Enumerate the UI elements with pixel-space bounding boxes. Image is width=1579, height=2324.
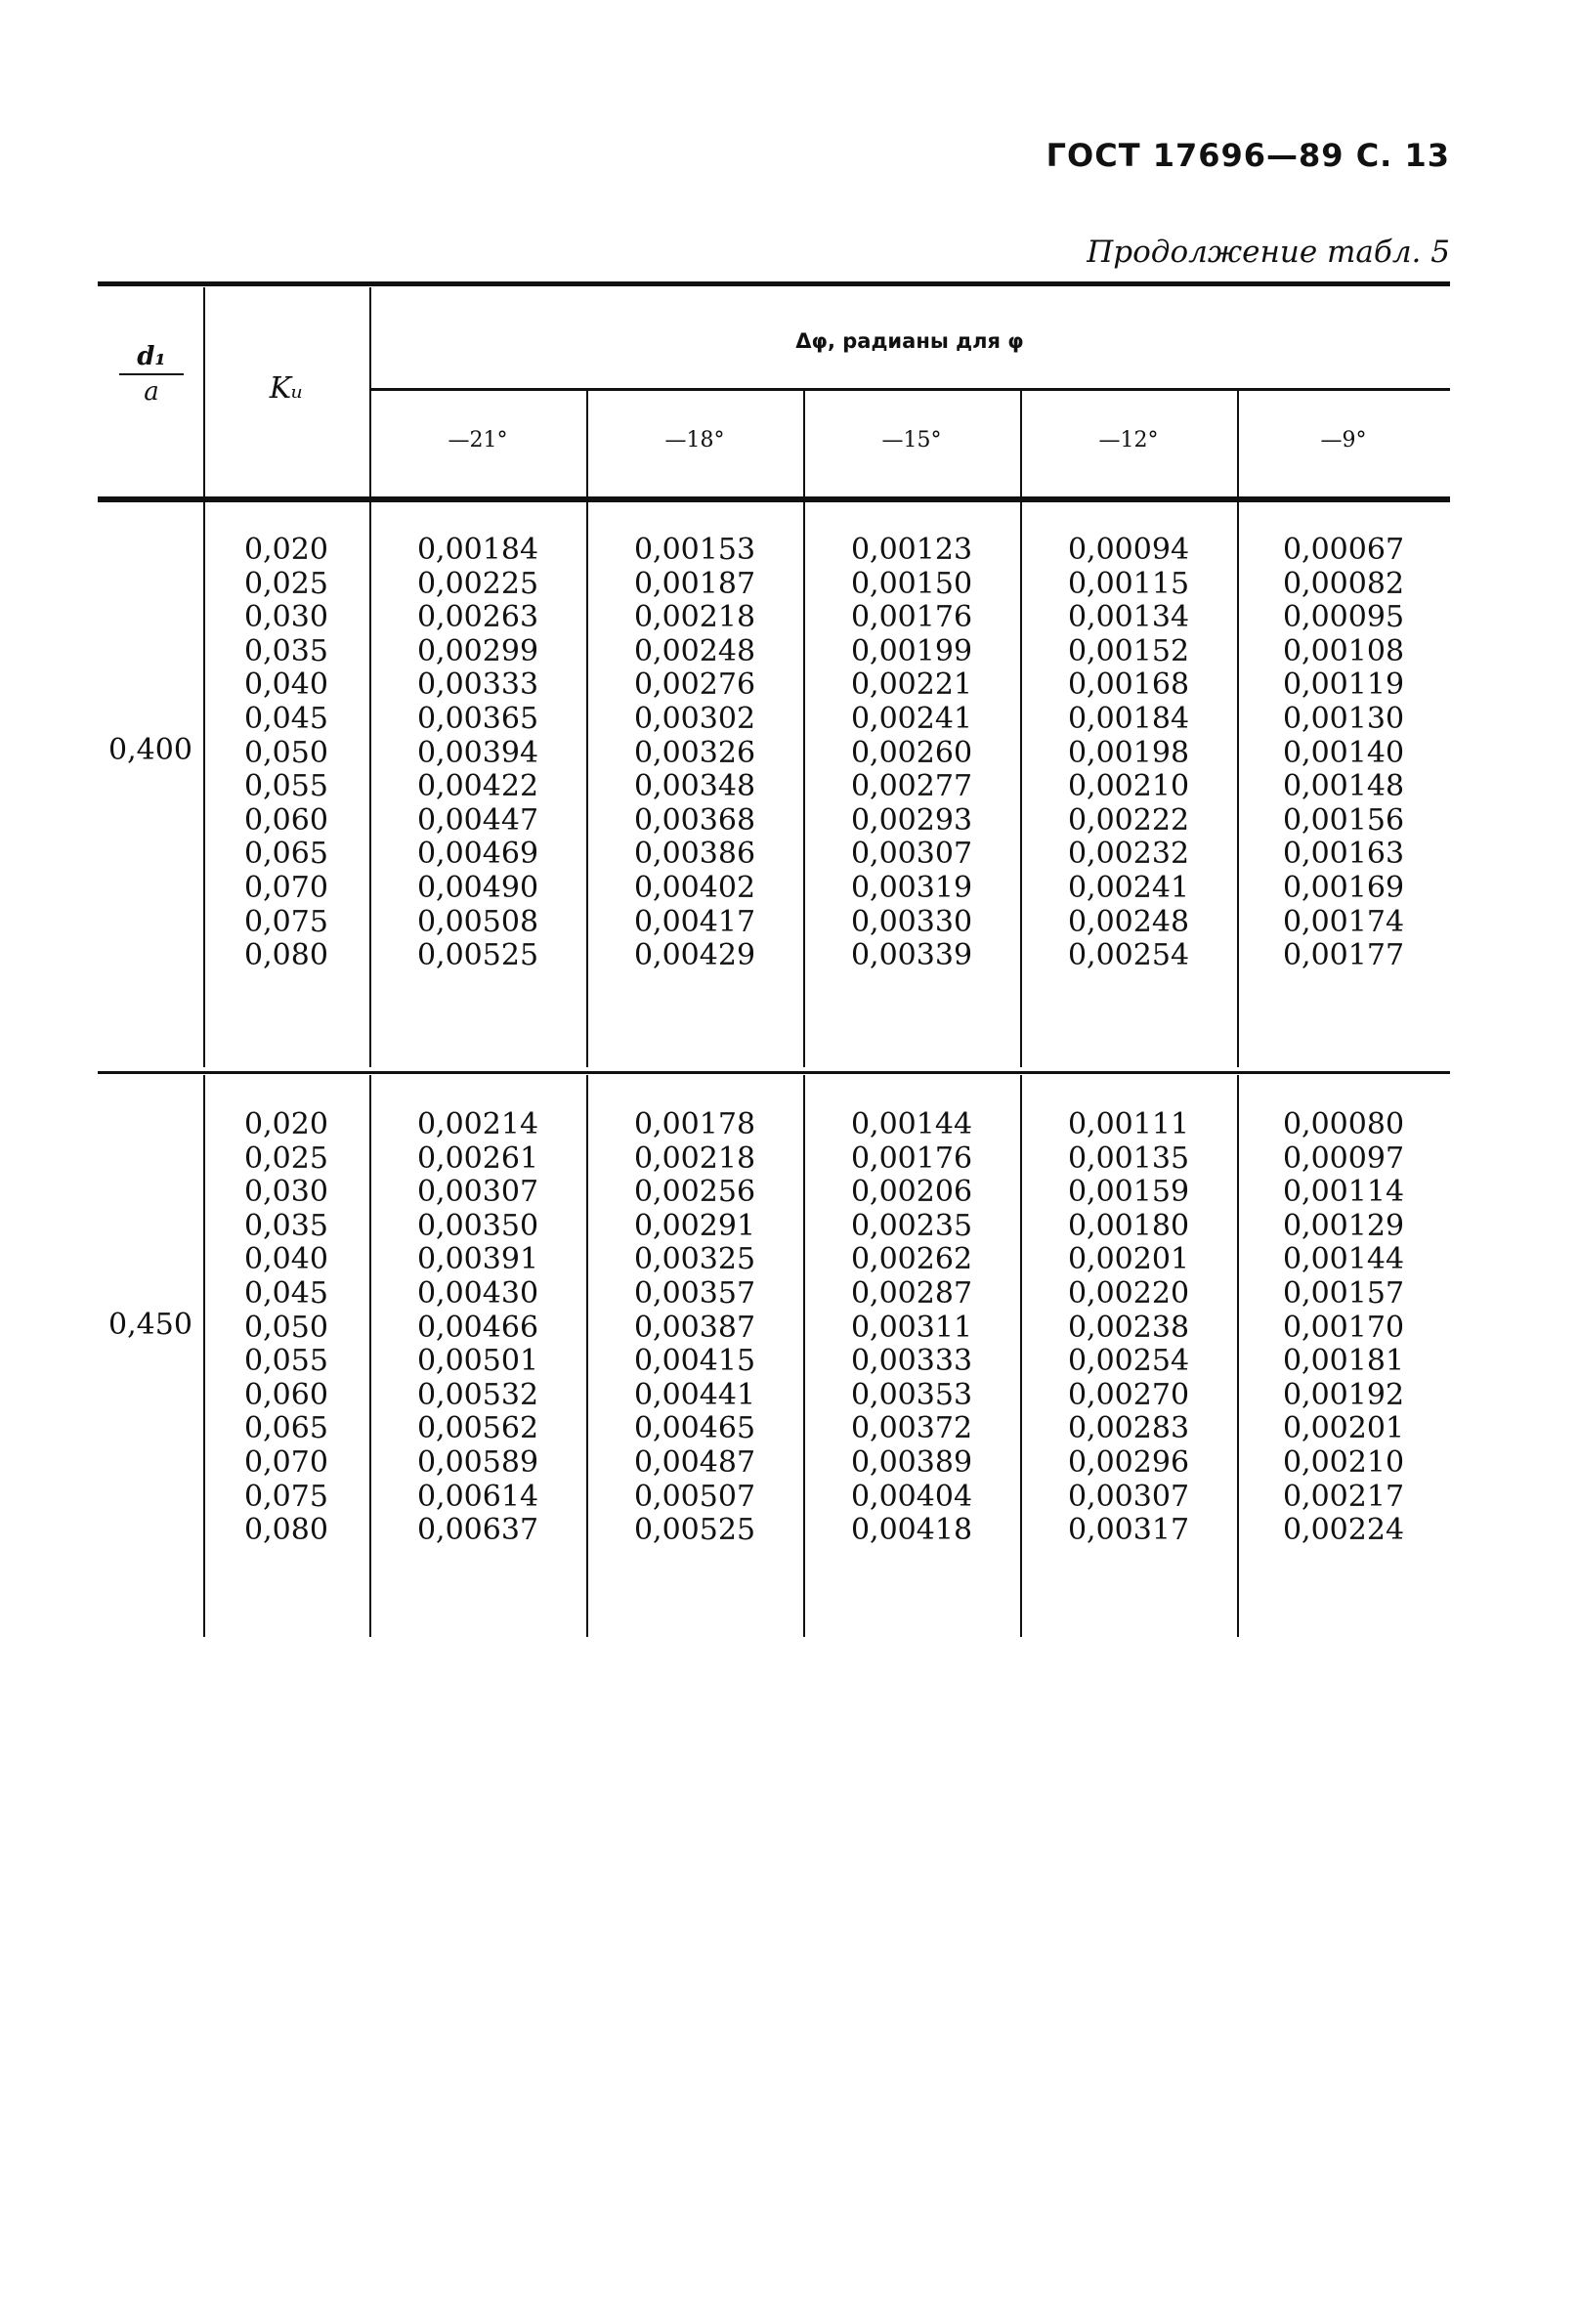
value-cell: 0,00168 <box>1067 667 1190 703</box>
value-cell: 0,00235 <box>850 1208 973 1243</box>
value-cell: 0,00466 <box>416 1310 539 1345</box>
value-cell: 0,00238 <box>1067 1310 1190 1345</box>
k-cell: 0,065 <box>244 1411 328 1446</box>
value-cell: 0,00311 <box>850 1310 973 1345</box>
angle-header: —21° <box>448 428 508 452</box>
value-cell: 0,00525 <box>633 1513 756 1548</box>
value-cell: 0,00214 <box>416 1107 539 1141</box>
value-column <box>586 534 803 973</box>
value-cell: 0,00277 <box>850 769 973 804</box>
value-cell: 0,00350 <box>416 1208 539 1243</box>
value-cell: 0,00307 <box>1067 1479 1190 1514</box>
value-cell: 0,00469 <box>416 837 539 872</box>
k-cell: 0,020 <box>244 533 328 567</box>
value-cell: 0,00220 <box>1067 1275 1190 1311</box>
value-cell: 0,00178 <box>633 1107 756 1141</box>
block-separator <box>98 1071 1450 1074</box>
k-cell: 0,080 <box>244 1513 328 1548</box>
value-cell: 0,00241 <box>1067 870 1190 905</box>
value-cell: 0,00170 <box>1282 1310 1405 1345</box>
header-vline <box>203 287 205 496</box>
value-cell: 0,00097 <box>1282 1140 1405 1176</box>
value-cell: 0,00307 <box>850 837 973 872</box>
value-cell: 0,00157 <box>1282 1275 1405 1311</box>
value-cell: 0,00082 <box>1282 566 1405 601</box>
value-cell: 0,00299 <box>416 633 539 668</box>
angle-header: —15° <box>881 428 942 452</box>
ratio-numerator: d₁ <box>137 342 166 371</box>
value-cell: 0,00260 <box>850 735 973 770</box>
angle-header: —18° <box>664 428 725 452</box>
value-cell: 0,00263 <box>416 600 539 635</box>
k-cell: 0,040 <box>244 667 328 703</box>
k-cell: 0,070 <box>244 870 328 905</box>
value-cell: 0,00422 <box>416 769 539 804</box>
k-cell: 0,035 <box>244 1208 328 1243</box>
value-cell: 0,00199 <box>850 633 973 668</box>
value-cell: 0,00429 <box>633 938 756 973</box>
ratio-denominator: a <box>144 377 159 407</box>
value-cell: 0,00302 <box>633 701 756 736</box>
value-cell: 0,00386 <box>633 837 756 872</box>
page-header: ГОСТ 17696—89 С. 13 <box>1046 137 1450 174</box>
value-cell: 0,00276 <box>633 667 756 703</box>
value-cell: 0,00184 <box>1067 701 1190 736</box>
table-top-border <box>98 281 1450 286</box>
value-cell: 0,00508 <box>416 904 539 939</box>
value-cell: 0,00080 <box>1282 1107 1405 1141</box>
value-cell: 0,00330 <box>850 904 973 939</box>
ratio-header <box>107 342 195 407</box>
value-column <box>1020 1108 1237 1548</box>
value-cell: 0,00319 <box>850 870 973 905</box>
k-cell: 0,045 <box>244 701 328 736</box>
value-cell: 0,00391 <box>416 1242 539 1277</box>
value-column <box>1237 1108 1450 1548</box>
value-cell: 0,00174 <box>1282 904 1405 939</box>
k-cell: 0,050 <box>244 735 328 770</box>
value-cell: 0,00148 <box>1282 769 1405 804</box>
value-cell: 0,00614 <box>416 1479 539 1514</box>
value-cell: 0,00415 <box>633 1344 756 1379</box>
angle-header: —9° <box>1320 428 1367 452</box>
k-cell: 0,060 <box>244 1377 328 1412</box>
ratio-value: 0,400 <box>108 732 192 767</box>
value-column <box>803 534 1020 973</box>
value-cell: 0,00119 <box>1282 667 1405 703</box>
value-cell: 0,00387 <box>633 1310 756 1345</box>
value-cell: 0,00144 <box>850 1107 973 1141</box>
value-cell: 0,00176 <box>850 1140 973 1176</box>
value-cell: 0,00198 <box>1067 735 1190 770</box>
value-cell: 0,00095 <box>1282 600 1405 635</box>
block-vline <box>203 502 205 1067</box>
header-bottom-border <box>98 496 1450 502</box>
value-cell: 0,00225 <box>416 566 539 601</box>
value-cell: 0,00261 <box>416 1140 539 1176</box>
value-cell: 0,00241 <box>850 701 973 736</box>
value-cell: 0,00348 <box>633 769 756 804</box>
value-cell: 0,00507 <box>633 1479 756 1514</box>
k-cell: 0,025 <box>244 566 328 601</box>
value-cell: 0,00221 <box>850 667 973 703</box>
value-column <box>803 1108 1020 1548</box>
value-cell: 0,00184 <box>416 533 539 567</box>
value-cell: 0,00417 <box>633 904 756 939</box>
value-cell: 0,00291 <box>633 1208 756 1243</box>
k-cell: 0,060 <box>244 802 328 838</box>
value-cell: 0,00326 <box>633 735 756 770</box>
value-cell: 0,00339 <box>850 938 973 973</box>
value-cell: 0,00111 <box>1067 1107 1190 1141</box>
value-cell: 0,00317 <box>1067 1513 1190 1548</box>
value-cell: 0,00465 <box>633 1411 756 1446</box>
value-cell: 0,00589 <box>416 1444 539 1480</box>
value-cell: 0,00176 <box>850 600 973 635</box>
value-cell: 0,00156 <box>1282 802 1405 838</box>
value-cell: 0,00150 <box>850 566 973 601</box>
value-cell: 0,00153 <box>633 533 756 567</box>
k-cell: 0,075 <box>244 1479 328 1514</box>
value-cell: 0,00067 <box>1282 533 1405 567</box>
value-cell: 0,00218 <box>633 1140 756 1176</box>
group-header: Δφ, радианы для φ <box>795 329 1024 353</box>
value-cell: 0,00357 <box>633 1275 756 1311</box>
value-cell: 0,00525 <box>416 938 539 973</box>
value-cell: 0,00254 <box>1067 1344 1190 1379</box>
value-cell: 0,00532 <box>416 1377 539 1412</box>
value-cell: 0,00501 <box>416 1344 539 1379</box>
k-cell: 0,020 <box>244 1107 328 1141</box>
value-cell: 0,00180 <box>1067 1208 1190 1243</box>
value-cell: 0,00129 <box>1282 1208 1405 1243</box>
value-cell: 0,00256 <box>633 1175 756 1210</box>
value-cell: 0,00210 <box>1067 769 1190 804</box>
value-cell: 0,00108 <box>1282 633 1405 668</box>
value-cell: 0,00114 <box>1282 1175 1405 1210</box>
value-cell: 0,00394 <box>416 735 539 770</box>
value-cell: 0,00368 <box>633 802 756 838</box>
value-cell: 0,00254 <box>1067 938 1190 973</box>
header-vline <box>369 287 371 496</box>
value-cell: 0,00262 <box>850 1242 973 1277</box>
value-cell: 0,00389 <box>850 1444 973 1480</box>
k-cell: 0,025 <box>244 1140 328 1176</box>
k-cell: 0,055 <box>244 1344 328 1379</box>
value-cell: 0,00134 <box>1067 600 1190 635</box>
value-cell: 0,00333 <box>416 667 539 703</box>
value-cell: 0,00283 <box>1067 1411 1190 1446</box>
value-cell: 0,00152 <box>1067 633 1190 668</box>
k-cell: 0,055 <box>244 769 328 804</box>
table-continuation-label: Продолжение табл. 5 <box>1087 235 1450 270</box>
value-cell: 0,00201 <box>1067 1242 1190 1277</box>
value-cell: 0,00163 <box>1282 837 1405 872</box>
value-cell: 0,00224 <box>1282 1513 1405 1548</box>
k-cell: 0,040 <box>244 1242 328 1277</box>
value-cell: 0,00201 <box>1282 1411 1405 1446</box>
value-cell: 0,00115 <box>1067 566 1190 601</box>
value-cell: 0,00637 <box>416 1513 539 1548</box>
group-header-rule <box>369 388 1450 391</box>
value-cell: 0,00169 <box>1282 870 1405 905</box>
k-cell: 0,070 <box>244 1444 328 1480</box>
value-cell: 0,00187 <box>633 566 756 601</box>
value-cell: 0,00140 <box>1282 735 1405 770</box>
value-cell: 0,00218 <box>633 600 756 635</box>
value-cell: 0,00210 <box>1282 1444 1405 1480</box>
value-cell: 0,00307 <box>416 1175 539 1210</box>
value-cell: 0,00562 <box>416 1411 539 1446</box>
value-cell: 0,00372 <box>850 1411 973 1446</box>
value-cell: 0,00293 <box>850 802 973 838</box>
value-cell: 0,00192 <box>1282 1377 1405 1412</box>
value-cell: 0,00206 <box>850 1175 973 1210</box>
k-header: Kᵤ <box>269 371 304 406</box>
k-cell: 0,065 <box>244 837 328 872</box>
value-cell: 0,00353 <box>850 1377 973 1412</box>
value-cell: 0,00296 <box>1067 1444 1190 1480</box>
value-cell: 0,00217 <box>1282 1479 1405 1514</box>
value-column <box>586 1108 803 1548</box>
value-cell: 0,00248 <box>1067 904 1190 939</box>
value-cell: 0,00248 <box>633 633 756 668</box>
value-cell: 0,00365 <box>416 701 539 736</box>
value-cell: 0,00270 <box>1067 1377 1190 1412</box>
k-column <box>207 534 365 973</box>
k-cell: 0,080 <box>244 938 328 973</box>
value-cell: 0,00287 <box>850 1275 973 1311</box>
value-cell: 0,00325 <box>633 1242 756 1277</box>
k-cell: 0,075 <box>244 904 328 939</box>
k-cell: 0,050 <box>244 1310 328 1345</box>
value-cell: 0,00135 <box>1067 1140 1190 1176</box>
value-column <box>369 534 586 973</box>
angle-header: —12° <box>1098 428 1159 452</box>
value-cell: 0,00232 <box>1067 837 1190 872</box>
value-column <box>1237 534 1450 973</box>
k-cell: 0,045 <box>244 1275 328 1311</box>
value-column <box>369 1108 586 1548</box>
ratio-value: 0,450 <box>108 1307 192 1342</box>
k-cell: 0,030 <box>244 600 328 635</box>
value-cell: 0,00404 <box>850 1479 973 1514</box>
value-cell: 0,00418 <box>850 1513 973 1548</box>
value-cell: 0,00333 <box>850 1344 973 1379</box>
value-cell: 0,00447 <box>416 802 539 838</box>
value-cell: 0,00402 <box>633 870 756 905</box>
value-cell: 0,00094 <box>1067 533 1190 567</box>
value-cell: 0,00181 <box>1282 1344 1405 1379</box>
k-cell: 0,035 <box>244 633 328 668</box>
value-cell: 0,00123 <box>850 533 973 567</box>
value-column <box>1020 534 1237 973</box>
value-cell: 0,00430 <box>416 1275 539 1311</box>
value-cell: 0,00177 <box>1282 938 1405 973</box>
value-cell: 0,00441 <box>633 1377 756 1412</box>
value-cell: 0,00222 <box>1067 802 1190 838</box>
value-cell: 0,00144 <box>1282 1242 1405 1277</box>
fraction-bar <box>119 373 184 375</box>
k-column <box>207 1108 365 1548</box>
value-cell: 0,00159 <box>1067 1175 1190 1210</box>
value-cell: 0,00490 <box>416 870 539 905</box>
value-cell: 0,00487 <box>633 1444 756 1480</box>
k-cell: 0,030 <box>244 1175 328 1210</box>
block-vline <box>203 1075 205 1637</box>
value-cell: 0,00130 <box>1282 701 1405 736</box>
